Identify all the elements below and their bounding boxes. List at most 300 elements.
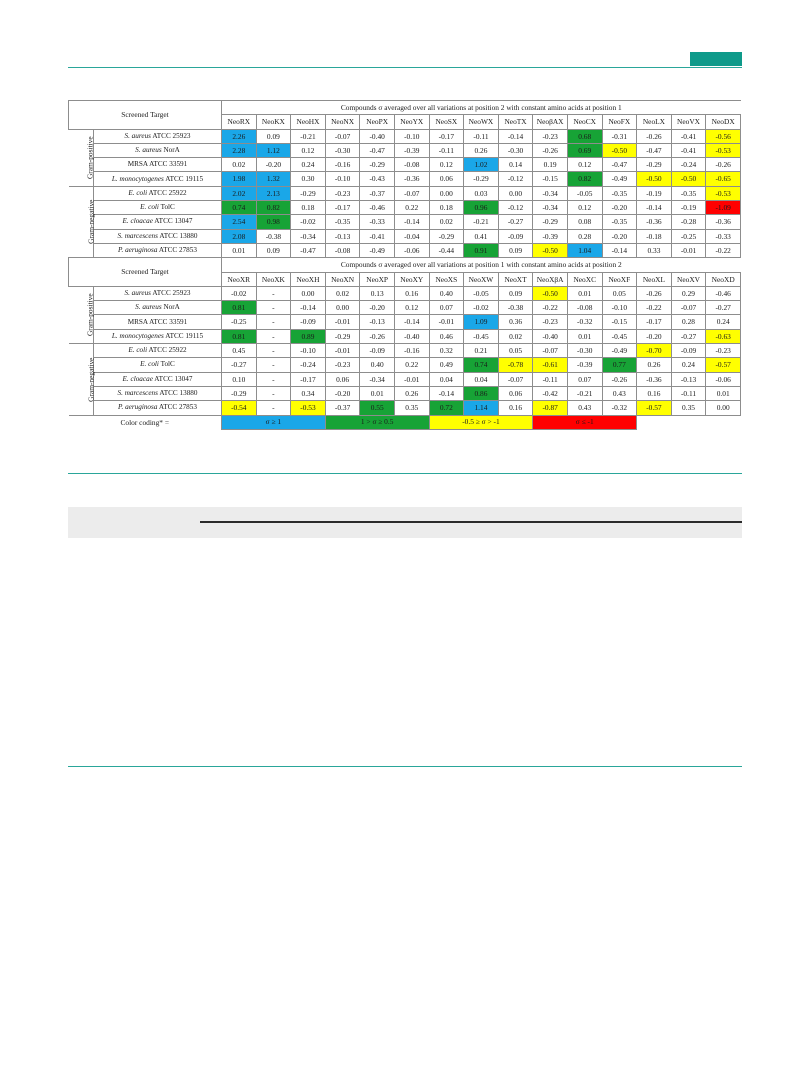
value-cell: -0.29 — [637, 158, 672, 172]
column-header: NeoFX — [602, 115, 637, 129]
table-row — [69, 315, 741, 329]
value-cell: 0.09 — [498, 243, 533, 257]
value-cell: 0.22 — [394, 358, 429, 372]
value-cell: -0.19 — [637, 186, 672, 200]
value-cell: -0.50 — [602, 143, 637, 157]
value-cell: -0.20 — [256, 158, 291, 172]
value-cell: -0.47 — [360, 143, 395, 157]
value-cell: -0.22 — [637, 301, 672, 315]
value-cell: 0.10 — [222, 372, 257, 386]
value-cell: -0.14 — [498, 129, 533, 143]
strain-name: MRSA ATCC 33591 — [127, 317, 188, 326]
value-cell: -0.23 — [325, 186, 360, 200]
value-cell: 1.14 — [464, 401, 499, 415]
target-cell — [94, 215, 222, 229]
value-cell: -0.02 — [222, 286, 257, 300]
value-cell: -0.20 — [602, 201, 637, 215]
species-name: S. marcescens — [117, 231, 158, 240]
value-cell: 0.16 — [637, 386, 672, 400]
value-cell: - — [256, 401, 291, 415]
value-cell: -0.38 — [256, 229, 291, 243]
strain-name: ATCC 25922 — [147, 188, 187, 197]
value-cell: -0.19 — [671, 201, 706, 215]
value-cell: -0.40 — [394, 329, 429, 343]
value-cell: -0.05 — [567, 186, 602, 200]
species-name: E. coli — [128, 188, 148, 197]
value-cell: 0.22 — [394, 201, 429, 215]
value-cell: -0.14 — [429, 386, 464, 400]
value-cell: -0.78 — [498, 358, 533, 372]
value-cell: -0.17 — [291, 372, 326, 386]
species-name: P. aeruginosa — [118, 246, 158, 255]
value-cell: -0.10 — [394, 129, 429, 143]
group-label: Gram-negative — [85, 357, 95, 402]
value-cell: -0.23 — [706, 344, 741, 358]
table-row — [69, 286, 741, 300]
value-cell: -0.53 — [706, 186, 741, 200]
value-cell: -0.65 — [706, 172, 741, 186]
table-row — [69, 329, 741, 343]
strain-name: ATCC 13880 — [157, 388, 198, 397]
group-label: Gram-positive — [85, 293, 95, 337]
value-cell: -0.01 — [394, 372, 429, 386]
value-cell: -0.06 — [394, 243, 429, 257]
value-cell: -0.36 — [706, 215, 741, 229]
value-cell: 0.77 — [602, 358, 637, 372]
value-cell: -0.39 — [394, 143, 429, 157]
value-cell: 0.74 — [464, 358, 499, 372]
species-name: S. aureus — [135, 303, 162, 312]
value-cell: 0.40 — [429, 286, 464, 300]
column-header: NeoXV — [671, 272, 706, 286]
value-cell: - — [256, 301, 291, 315]
column-header: NeoTX — [498, 115, 533, 129]
value-cell: -0.24 — [291, 358, 326, 372]
value-cell: -0.50 — [533, 243, 568, 257]
value-cell: -0.13 — [360, 315, 395, 329]
value-cell: -0.54 — [222, 401, 257, 415]
value-cell: -0.41 — [360, 229, 395, 243]
value-cell: -0.07 — [394, 186, 429, 200]
value-cell: 1.04 — [567, 243, 602, 257]
value-cell: -0.36 — [637, 372, 672, 386]
value-cell: 0.04 — [464, 372, 499, 386]
value-cell: -0.08 — [567, 301, 602, 315]
value-cell: -0.07 — [533, 344, 568, 358]
table-row — [69, 344, 741, 358]
value-cell: -0.09 — [291, 315, 326, 329]
value-cell: - — [256, 386, 291, 400]
value-cell: 0.00 — [706, 401, 741, 415]
target-cell — [94, 315, 222, 329]
table-row — [69, 229, 741, 243]
target-cell — [94, 129, 222, 143]
strain-name: MRSA ATCC 33591 — [127, 160, 188, 169]
table-row — [69, 201, 741, 215]
value-cell: -0.22 — [533, 301, 568, 315]
value-cell: -0.33 — [360, 215, 395, 229]
value-cell: -0.40 — [533, 329, 568, 343]
value-cell: -0.61 — [533, 358, 568, 372]
section-title: Compounds σ averaged over all variations at position 2 with constant amino acids at position 1 — [222, 101, 741, 115]
value-cell: -0.41 — [671, 143, 706, 157]
table-row — [69, 186, 741, 200]
table-row — [69, 386, 741, 400]
value-cell: -0.43 — [360, 172, 395, 186]
value-cell: 0.35 — [394, 401, 429, 415]
value-cell: - — [256, 358, 291, 372]
value-cell: -0.26 — [360, 329, 395, 343]
value-cell: -0.57 — [637, 401, 672, 415]
table-row — [69, 301, 741, 315]
group-label: Gram-negative — [85, 199, 95, 245]
value-cell: -0.31 — [602, 129, 637, 143]
group-label-cell — [69, 186, 94, 257]
value-cell: -0.16 — [394, 344, 429, 358]
strain-name: NorA — [161, 303, 180, 312]
strain-name: ATCC 25923 — [150, 131, 191, 140]
column-header: NeoYX — [394, 115, 429, 129]
value-cell: -0.09 — [498, 229, 533, 243]
value-cell: 0.72 — [429, 401, 464, 415]
value-cell: -0.02 — [464, 301, 499, 315]
section-rule — [68, 766, 742, 767]
table-row — [69, 401, 741, 415]
value-cell: 0.01 — [567, 329, 602, 343]
value-cell: 0.00 — [291, 286, 326, 300]
section-title: Compounds σ averaged over all variations at position 1 with constant amino acids at position 2 — [222, 258, 741, 272]
value-cell: 0.35 — [671, 401, 706, 415]
target-cell — [94, 201, 222, 215]
strain-name: ATCC 13047 — [152, 374, 193, 383]
value-cell: -0.45 — [464, 329, 499, 343]
legend-label: Color coding* = — [120, 417, 169, 427]
value-cell: -0.27 — [498, 215, 533, 229]
value-cell: -1.09 — [706, 201, 741, 215]
value-cell: -0.29 — [222, 386, 257, 400]
value-cell: 0.21 — [464, 344, 499, 358]
target-cell — [94, 186, 222, 200]
value-cell: -0.08 — [325, 243, 360, 257]
value-cell: -0.02 — [291, 215, 326, 229]
target-cell — [94, 143, 222, 157]
strain-name: ATCC 25923 — [150, 288, 191, 297]
value-cell: -0.14 — [291, 301, 326, 315]
value-cell: -0.20 — [360, 301, 395, 315]
value-cell: 2.13 — [256, 186, 291, 200]
target-cell — [94, 301, 222, 315]
value-cell: -0.09 — [671, 344, 706, 358]
value-cell: -0.36 — [637, 215, 672, 229]
value-cell: 0.30 — [291, 172, 326, 186]
value-cell: -0.27 — [671, 329, 706, 343]
species-name: E. cloacae — [122, 374, 153, 383]
value-cell: 1.02 — [464, 158, 499, 172]
column-header: NeoRX — [222, 115, 257, 129]
page-tab-marker — [690, 52, 742, 66]
value-cell: 0.00 — [429, 186, 464, 200]
value-cell: -0.35 — [602, 215, 637, 229]
value-cell: -0.35 — [602, 186, 637, 200]
strain-name: ATCC 19115 — [163, 331, 204, 340]
target-cell — [94, 344, 222, 358]
value-cell: -0.07 — [671, 301, 706, 315]
value-cell: -0.36 — [394, 172, 429, 186]
value-cell: -0.63 — [706, 329, 741, 343]
value-cell: -0.29 — [360, 158, 395, 172]
value-cell: 0.02 — [429, 215, 464, 229]
value-cell: 0.43 — [602, 386, 637, 400]
value-cell: -0.70 — [637, 344, 672, 358]
group-label-cell — [69, 344, 94, 415]
value-cell: -0.49 — [360, 243, 395, 257]
target-cell — [94, 286, 222, 300]
value-cell: -0.35 — [325, 215, 360, 229]
value-cell: 0.68 — [567, 129, 602, 143]
column-header: NeoXD — [706, 272, 741, 286]
value-cell: -0.06 — [706, 372, 741, 386]
value-cell: -0.46 — [706, 286, 741, 300]
value-cell: 0.82 — [256, 201, 291, 215]
value-cell: 0.16 — [498, 401, 533, 415]
value-cell: -0.49 — [602, 172, 637, 186]
table-row — [69, 372, 741, 386]
value-cell: 0.09 — [256, 243, 291, 257]
value-cell: 0.41 — [464, 229, 499, 243]
value-cell: 0.00 — [498, 186, 533, 200]
value-cell: 0.13 — [360, 286, 395, 300]
value-cell: -0.47 — [291, 243, 326, 257]
column-header: NeoLX — [637, 115, 672, 129]
column-header: NeoKX — [256, 115, 291, 129]
value-cell: -0.29 — [464, 172, 499, 186]
value-cell: 0.02 — [325, 286, 360, 300]
value-cell: -0.34 — [360, 372, 395, 386]
table-row — [69, 172, 741, 186]
value-cell: -0.50 — [637, 172, 672, 186]
column-header: NeoWX — [464, 115, 499, 129]
value-cell: -0.30 — [498, 143, 533, 157]
column-header: NeoPX — [360, 115, 395, 129]
value-cell: 0.40 — [360, 358, 395, 372]
value-cell: -0.11 — [671, 386, 706, 400]
strain-name: ATCC 13880 — [157, 231, 198, 240]
value-cell: 0.81 — [222, 301, 257, 315]
target-cell — [94, 401, 222, 415]
strain-name: ATCC 19115 — [163, 174, 204, 183]
value-cell: 0.07 — [429, 301, 464, 315]
value-cell: -0.23 — [533, 129, 568, 143]
value-cell: 0.14 — [498, 158, 533, 172]
column-header: NeoXY — [394, 272, 429, 286]
value-cell: 0.06 — [498, 386, 533, 400]
value-cell: -0.56 — [706, 129, 741, 143]
value-cell: -0.34 — [533, 201, 568, 215]
value-cell: 0.45 — [222, 344, 257, 358]
value-cell: 0.26 — [464, 143, 499, 157]
value-cell: 0.18 — [429, 201, 464, 215]
value-cell: -0.10 — [291, 344, 326, 358]
value-cell: -0.29 — [325, 329, 360, 343]
value-cell: -0.49 — [602, 344, 637, 358]
value-cell: 0.18 — [291, 201, 326, 215]
value-cell: -0.50 — [533, 286, 568, 300]
value-cell: -0.21 — [464, 215, 499, 229]
target-cell — [94, 229, 222, 243]
value-cell: -0.37 — [360, 186, 395, 200]
value-cell: -0.14 — [394, 215, 429, 229]
value-cell: 0.86 — [464, 386, 499, 400]
column-header: NeoNX — [325, 115, 360, 129]
value-cell: -0.07 — [498, 372, 533, 386]
table-row — [69, 158, 741, 172]
group-label-cell — [69, 129, 94, 186]
target-cell — [94, 172, 222, 186]
value-cell: -0.15 — [533, 172, 568, 186]
value-cell: 0.96 — [464, 201, 499, 215]
value-cell: 0.12 — [394, 301, 429, 315]
value-cell: -0.26 — [706, 158, 741, 172]
legend-swatch: 1 > σ ≥ 0.5 — [325, 415, 429, 429]
value-cell: - — [256, 315, 291, 329]
table-row — [69, 215, 741, 229]
column-header: NeoXC — [567, 272, 602, 286]
column-header: NeoSX — [429, 115, 464, 129]
value-cell: 0.12 — [291, 143, 326, 157]
value-cell: -0.12 — [498, 172, 533, 186]
column-header: NeoXF — [602, 272, 637, 286]
value-cell: -0.23 — [325, 358, 360, 372]
value-cell: -0.46 — [360, 201, 395, 215]
species-name: P. aeruginosa — [118, 403, 158, 412]
strain-name: ATCC 27853 — [157, 246, 197, 255]
value-cell: -0.16 — [325, 158, 360, 172]
value-cell: -0.38 — [498, 301, 533, 315]
value-cell: -0.17 — [325, 201, 360, 215]
legend-row — [69, 415, 741, 429]
value-cell: 2.02 — [222, 186, 257, 200]
value-cell: 0.07 — [567, 372, 602, 386]
value-cell: -0.32 — [567, 315, 602, 329]
value-cell: -0.13 — [325, 229, 360, 243]
value-cell: -0.11 — [533, 372, 568, 386]
column-header: NeoCX — [567, 115, 602, 129]
caption-rule — [200, 521, 742, 523]
value-cell: -0.20 — [602, 229, 637, 243]
value-cell: -0.26 — [637, 286, 672, 300]
value-cell: 0.08 — [567, 215, 602, 229]
group-label-cell — [69, 286, 94, 343]
value-cell: -0.40 — [360, 129, 395, 143]
value-cell: -0.25 — [671, 229, 706, 243]
value-cell: 0.98 — [256, 215, 291, 229]
value-cell: -0.39 — [567, 358, 602, 372]
species-name: S. marcescens — [117, 388, 158, 397]
table-row — [69, 243, 741, 257]
value-cell: - — [256, 344, 291, 358]
species-name: E. coli — [128, 346, 148, 355]
screened-target-header: Screened Target — [69, 101, 222, 130]
value-cell: 0.43 — [567, 401, 602, 415]
value-cell: 1.32 — [256, 172, 291, 186]
value-cell: -0.47 — [637, 143, 672, 157]
value-cell: -0.57 — [706, 358, 741, 372]
value-cell: 0.28 — [671, 315, 706, 329]
value-cell: -0.08 — [394, 158, 429, 172]
column-header: NeoXW — [464, 272, 499, 286]
table-row — [69, 143, 741, 157]
value-cell: -0.15 — [602, 315, 637, 329]
value-cell: -0.14 — [602, 243, 637, 257]
value-cell: -0.29 — [429, 229, 464, 243]
value-cell: -0.20 — [325, 386, 360, 400]
value-cell: -0.34 — [533, 186, 568, 200]
column-header: NeoXL — [637, 272, 672, 286]
value-cell: 0.06 — [325, 372, 360, 386]
value-cell: 0.82 — [567, 172, 602, 186]
value-cell: -0.37 — [325, 401, 360, 415]
value-cell: -0.14 — [637, 201, 672, 215]
value-cell: -0.01 — [429, 315, 464, 329]
column-header: NeoXP — [360, 272, 395, 286]
value-cell: 2.54 — [222, 215, 257, 229]
value-cell: 0.09 — [256, 129, 291, 143]
value-cell: 0.91 — [464, 243, 499, 257]
value-cell: -0.32 — [602, 401, 637, 415]
value-cell: -0.34 — [291, 229, 326, 243]
species-name: S. aureus — [124, 288, 151, 297]
value-cell: -0.20 — [637, 329, 672, 343]
value-cell: -0.35 — [671, 186, 706, 200]
value-cell: -0.21 — [567, 386, 602, 400]
value-cell: -0.53 — [291, 401, 326, 415]
column-header: NeoHX — [291, 115, 326, 129]
value-cell: 0.24 — [671, 358, 706, 372]
value-cell: 0.36 — [498, 315, 533, 329]
column-header: NeoXR — [222, 272, 257, 286]
value-cell: -0.17 — [637, 315, 672, 329]
value-cell: 0.06 — [429, 172, 464, 186]
value-cell: 0.89 — [291, 329, 326, 343]
value-cell: 0.04 — [429, 372, 464, 386]
value-cell: - — [256, 329, 291, 343]
value-cell: -0.22 — [706, 243, 741, 257]
value-cell: -0.09 — [360, 344, 395, 358]
species-name: E. coli — [140, 203, 159, 212]
value-cell: -0.04 — [394, 229, 429, 243]
species-name: E. coli — [140, 360, 159, 369]
value-cell: -0.11 — [429, 143, 464, 157]
column-header: NeoXH — [291, 272, 326, 286]
strain-name: TolC — [158, 360, 175, 369]
value-cell: -0.87 — [533, 401, 568, 415]
sigma-table — [68, 100, 741, 430]
value-cell: -0.12 — [498, 201, 533, 215]
value-cell: 0.16 — [394, 286, 429, 300]
column-header: NeoXβA — [533, 272, 568, 286]
legend-empty — [637, 415, 741, 429]
value-cell: 0.01 — [567, 286, 602, 300]
value-cell: -0.30 — [325, 143, 360, 157]
value-cell: 0.33 — [637, 243, 672, 257]
value-cell: -0.07 — [325, 129, 360, 143]
legend-swatch: -0.5 ≥ σ > -1 — [429, 415, 533, 429]
strain-name: NorA — [161, 145, 180, 154]
target-cell — [94, 243, 222, 257]
strain-name: TolC — [158, 203, 175, 212]
value-cell: 0.00 — [325, 301, 360, 315]
value-cell: 0.12 — [429, 158, 464, 172]
